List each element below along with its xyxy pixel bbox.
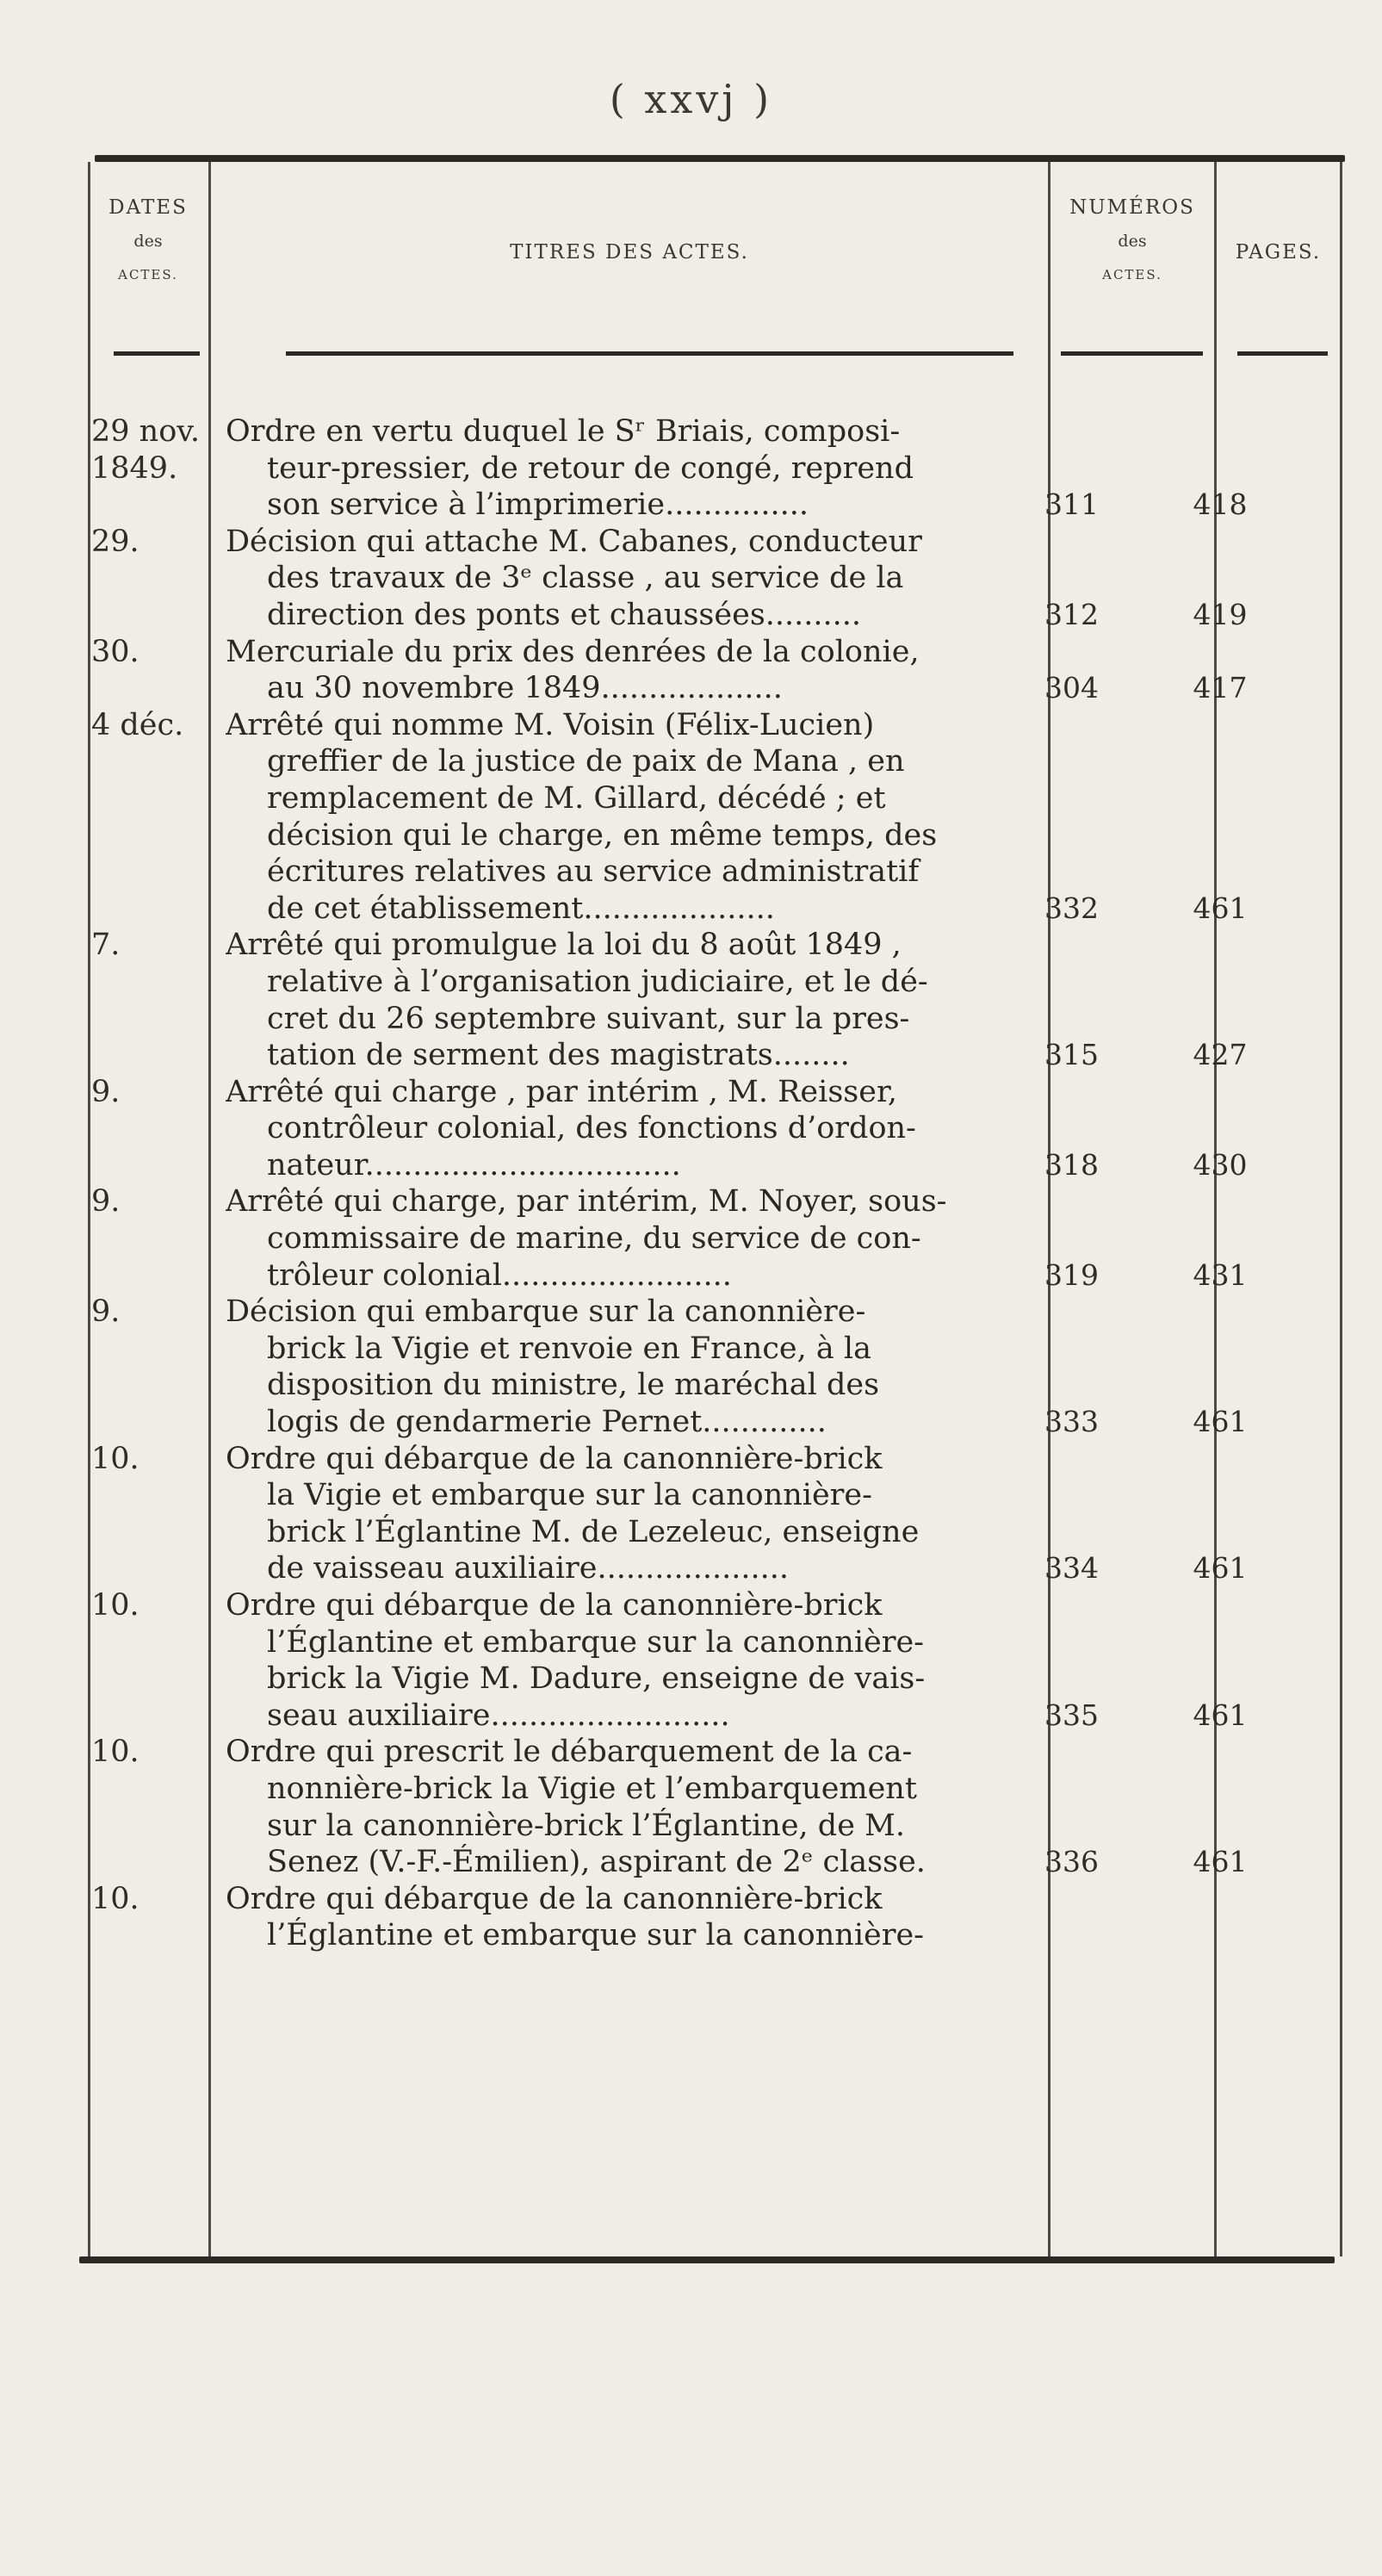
row-date: 10. [91, 1881, 139, 1916]
row-title-line: décision qui le charge, en même temps, des [267, 817, 938, 853]
row-title-line: seau auxiliaire......................... [267, 1698, 730, 1733]
header-numeros-line2: des [1118, 232, 1147, 251]
row-title-line: Ordre qui débarque de la canonnière-brick [226, 1881, 883, 1916]
row-title-line: de cet établissement.................... [267, 891, 775, 926]
header-dates-line3: ACTES. [118, 267, 178, 282]
row-page: 427 [1193, 1038, 1248, 1072]
row-title [208, 1587, 988, 1734]
header-rule-pages [1237, 351, 1328, 356]
row-title-line: direction des ponts et chaussées.......... [267, 597, 862, 632]
row-title-line: des travaux de 3ᵉ classe , au service de la [267, 561, 904, 596]
header-titles: TITRES DES ACTES. [510, 241, 749, 264]
table-top-rule [95, 155, 1345, 162]
header-dates [88, 198, 208, 282]
table-row [79, 634, 1345, 707]
row-page: 461 [1193, 891, 1248, 925]
row-title-line: écritures relatives au service administratif [267, 854, 920, 890]
table-row [79, 1587, 1345, 1734]
row-title-line: brick la Vigie M. Dadure, enseigne de vais- [267, 1661, 926, 1697]
row-numero: 336 [1044, 1845, 1099, 1879]
table-bottom-rule [79, 2256, 1335, 2263]
row-title [208, 1441, 988, 1587]
row-title-line: commissaire de marine, du service de con- [267, 1221, 921, 1257]
row-title-line: Décision qui attache M. Cabanes, conducteur [226, 524, 922, 559]
row-numero: 311 [1044, 487, 1099, 522]
row-numero: 334 [1044, 1551, 1099, 1586]
row-numero: 332 [1044, 891, 1099, 925]
page-number: ( xxvj ) [609, 76, 773, 122]
table-body [79, 413, 1345, 1954]
row-title-line: brick la Vigie et renvoie en France, à la [267, 1331, 871, 1366]
row-title-line: cret du 26 septembre suivant, sur la pres- [267, 1001, 910, 1036]
row-title-line: relative à l’organisation judiciaire, et le dé- [267, 964, 928, 999]
row-title-line: disposition du ministre, le maréchal des [267, 1368, 880, 1403]
row-title-line: Ordre qui prescrit le débarquement de la ca- [226, 1735, 913, 1770]
row-date: 4 déc. [91, 707, 184, 742]
table-row [79, 1734, 1345, 1880]
table-row [79, 1294, 1345, 1440]
row-page: 461 [1193, 1551, 1248, 1586]
row-title [208, 524, 988, 634]
row-numero: 304 [1044, 671, 1099, 705]
row-title [208, 927, 988, 1073]
row-title-line: sur la canonnière-brick l’Églantine, de M. [267, 1808, 905, 1843]
row-page: 431 [1193, 1257, 1248, 1292]
header-dates-line2: des [133, 232, 163, 251]
row-page: 417 [1193, 671, 1248, 705]
row-page: 419 [1193, 597, 1248, 631]
row-title-line: l’Églantine et embarque sur la canonnière- [267, 1918, 924, 1953]
row-title [208, 413, 988, 524]
row-title-line: l’Églantine et embarque sur la canonnière- [267, 1624, 924, 1660]
table-row [79, 524, 1345, 634]
row-page: 461 [1193, 1405, 1248, 1439]
row-title-line: logis de gendarmerie Pernet............. [267, 1405, 827, 1440]
row-title-line: brick l’Églantine M. de Lezeleuc, enseigne [267, 1514, 920, 1549]
row-page: 430 [1193, 1147, 1248, 1182]
table-row [79, 927, 1345, 1073]
row-title-line: au 30 novembre 1849................... [267, 671, 783, 706]
row-title-line: greffier de la justice de paix de Mana , en [267, 744, 905, 779]
row-title [208, 634, 988, 707]
row-title-line: nateur................................. [267, 1147, 681, 1182]
row-title-line: Décision qui embarque sur la canonnière- [226, 1294, 866, 1330]
table-row [79, 1074, 1345, 1184]
row-date: 9. [91, 1184, 121, 1220]
row-date: 10. [91, 1441, 139, 1476]
row-title-line: trôleur colonial........................ [267, 1257, 732, 1293]
table-row [79, 413, 1345, 524]
row-title-line: contrôleur colonial, des fonctions d’ordon- [267, 1111, 916, 1146]
row-title [208, 1074, 988, 1184]
header-numeros-line3: ACTES. [1102, 267, 1162, 282]
row-numero: 312 [1044, 597, 1099, 631]
row-date: 9. [91, 1294, 121, 1330]
row-title [208, 1294, 988, 1440]
header-numeros [1050, 198, 1214, 282]
row-numero: 319 [1044, 1257, 1099, 1292]
row-title-line: Senez (V.-F.-Émilien), aspirant de 2ᵉ classe. [267, 1845, 926, 1880]
row-title-line: Arrêté qui charge , par intérim , M. Reisser, [226, 1074, 897, 1109]
row-date: 30. [91, 634, 139, 669]
row-date: 29. [91, 524, 139, 559]
row-date: 7. [91, 928, 121, 963]
row-date: 29 nov. 1849. [91, 414, 201, 486]
header-rule-numeros [1061, 351, 1203, 356]
row-title-line: Ordre qui débarque de la canonnière-brick [226, 1588, 883, 1623]
row-title [208, 707, 988, 928]
header-pages: PAGES. [1235, 241, 1322, 264]
row-numero: 333 [1044, 1405, 1099, 1439]
row-date: 10. [91, 1588, 139, 1623]
table-row [79, 1441, 1345, 1587]
row-title [208, 1734, 988, 1880]
row-title-line: Mercuriale du prix des denrées de la colonie, [226, 634, 920, 669]
row-date: 10. [91, 1735, 139, 1770]
row-date: 9. [91, 1074, 121, 1109]
header-rule-titles [286, 351, 1013, 356]
row-page: 461 [1193, 1698, 1248, 1732]
table-row [79, 707, 1345, 928]
row-page: 461 [1193, 1845, 1248, 1879]
row-numero: 318 [1044, 1147, 1099, 1182]
row-title-line: Arrêté qui promulgue la loi du 8 août 1849 , [226, 928, 902, 963]
row-title [208, 1183, 988, 1294]
row-title [208, 1881, 988, 1954]
row-title-line: remplacement de M. Gillard, décédé ; et [267, 780, 886, 816]
row-title-line: de vaisseau auxiliaire.................... [267, 1551, 789, 1586]
row-title-line: son service à l’imprimerie............... [267, 487, 809, 523]
table-row [79, 1881, 1345, 1954]
row-numero: 315 [1044, 1038, 1099, 1072]
index-table [79, 155, 1345, 2263]
table-row [79, 1183, 1345, 1294]
row-title-line: Arrêté qui charge, par intérim, M. Noyer, sous- [226, 1184, 947, 1220]
row-title-line: Ordre qui débarque de la canonnière-brick [226, 1441, 883, 1476]
row-title-line: Arrêté qui nomme M. Voisin (Félix-Lucien) [226, 707, 875, 742]
row-numero: 335 [1044, 1698, 1099, 1732]
header-numeros-line1: NUMÉROS [1069, 196, 1195, 219]
row-title-line: tation de serment des magistrats........ [267, 1038, 850, 1073]
header-dates-line1: DATES [108, 196, 188, 219]
row-title-line: la Vigie et embarque sur la canonnière- [267, 1478, 872, 1513]
row-title-line: nonnière-brick la Vigie et l’embarquement [267, 1771, 917, 1806]
header-rule-dates [114, 351, 200, 356]
row-page: 418 [1193, 487, 1248, 522]
row-title-line: teur-pressier, de retour de congé, reprend [267, 450, 914, 486]
row-title-line: Ordre en vertu duquel le Sʳ Briais, composi- [226, 414, 901, 449]
